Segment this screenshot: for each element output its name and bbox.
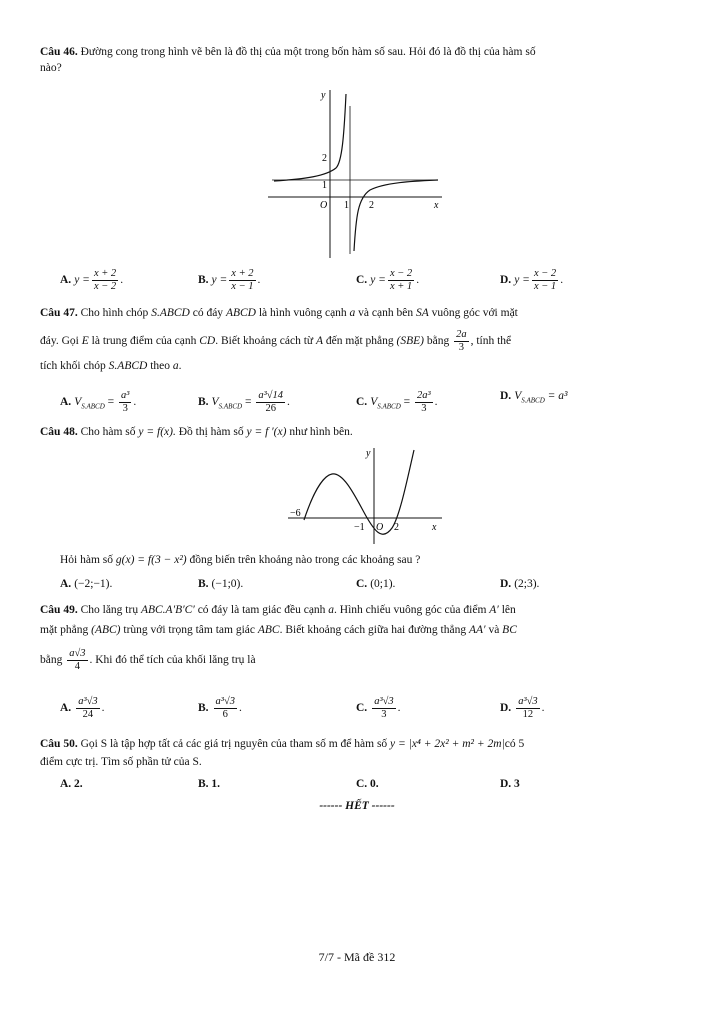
question-text-cont: nào? [40, 62, 62, 74]
question-48-ask: Hỏi hàm số g(x) = f(3 − x²) đồng biến trên khoảng nào trong các khoảng sau ? [60, 554, 421, 566]
graph-48-origin: O [376, 522, 384, 533]
graph-46-tick-x2: 2 [369, 200, 374, 211]
option-49-c[interactable]: C. $\frac{\text{a³√3}}{3}$ . [356, 696, 401, 720]
end-marker: ------ HẾT ------ [319, 800, 395, 812]
graph-48-tick-m6: −6 [290, 508, 301, 519]
graph-46-tick-1: 1 [322, 180, 327, 191]
question-47: Câu 47. Cho hình chóp S.ABCD có đáy ABCD là hình vuông cạnh a và cạnh bên SA vuông góc với mặt đáy. Gọi E là trung điểm của cạnh CD. Biết khoảng cách từ A đến mặt phẳng (SBE) bằng $\frac{2a}{3}$ , tính thể tích khối chóp S.ABCD theo a. [40, 307, 518, 372]
graph-46-y-label: y [321, 90, 326, 101]
question-text: Đường cong trong hình vẽ bên là đồ thị của một trong bốn hàm số sau. Hỏi đó là đồ thị của hàm số [80, 46, 536, 58]
graph-46 [266, 86, 446, 258]
graph-48-tick-m1: −1 [354, 522, 365, 533]
option-47-c[interactable]: C. $V_{S.ABCD}$ = $\frac{\text{2a³}}{3}$ . [356, 390, 438, 414]
question-49: Câu 49. Cho lăng trụ ABC.A′B′C′ có đáy là tam giác đều cạnh a. Hình chiếu vuông góc của điểm A′ lên mặt phẳng (ABC) trùng với trọng tâm tam giác ABC. Biết khoảng cách giữa hai đường thẳng AA′ và BC bằng $\frac{a√3}{4}$ . Khi đó thể tích của khối lăng trụ là [40, 604, 517, 672]
page-footer: 7/7 - Mã đề 312 [318, 950, 396, 964]
option-50-b[interactable]: B. 1. [198, 778, 221, 790]
option-47-b[interactable]: B. $V_{S.ABCD}$ = $\frac{\text{a³√14}}{26}$ . [198, 390, 290, 414]
question-48: Câu 48. Cho hàm số y = f(x). Đồ thị hàm số y = f ′(x) như hình bên. [40, 426, 353, 438]
options-48 [60, 578, 660, 598]
option-48-b[interactable]: B. (−1;0). [198, 578, 244, 590]
option-48-d[interactable]: D. (2;3). [500, 578, 540, 590]
options-50 [60, 778, 660, 798]
question-number: Câu 49. [40, 604, 78, 616]
option-46-c[interactable]: C. y = $\frac{x - 2}{x + 1}$ . [356, 268, 420, 292]
option-48-c[interactable]: C. (0;1). [356, 578, 396, 590]
option-49-a[interactable]: A. $\frac{\text{a³√3}}{24}$ . [60, 696, 105, 720]
option-48-a[interactable]: A. (−2;−1). [60, 578, 113, 590]
graph-46-origin: O [320, 200, 328, 211]
graph-46-tick-2: 2 [322, 153, 327, 164]
graph-48 [286, 446, 446, 546]
question-number: Câu 46. [40, 46, 78, 58]
option-46-d[interactable]: D. y = $\frac{x - 2}{x - 1}$ . [500, 268, 564, 292]
option-50-a[interactable]: A. 2. [60, 778, 83, 790]
graph-46-tick-x1: 1 [344, 200, 349, 211]
graph-48-x-label: x [432, 522, 437, 533]
option-46-b[interactable]: B. y = $\frac{x + 2}{x - 1}$ . [198, 268, 261, 292]
option-47-d[interactable]: D. $V_{S.ABCD} = a^3$ [500, 390, 568, 405]
option-46-a[interactable]: A. y = $\frac{x + 2}{x - 2}$ . [60, 268, 124, 292]
options-49 [60, 696, 660, 720]
option-50-c[interactable]: C. 0. [356, 778, 379, 790]
option-49-b[interactable]: B. $\frac{\text{a³√3}}{6}$ . [198, 696, 242, 720]
option-49-d[interactable]: D. $\frac{\text{a³√3}}{12}$ . [500, 696, 545, 720]
question-46 [40, 44, 672, 76]
question-number: Câu 50. [40, 738, 78, 750]
options-47 [60, 390, 660, 414]
question-number: Câu 47. [40, 307, 78, 319]
graph-48-y-label: y [366, 448, 371, 459]
question-50: Câu 50. Gọi S là tập hợp tất cả các giá trị nguyên của tham số m để hàm số y = |x⁴ + 2x² + m² + 2m|có 5 điểm cực trị. Tìm số phần tử của S. [40, 738, 525, 768]
options-46 [60, 268, 660, 292]
graph-46-x-label: x [434, 200, 439, 211]
question-number: Câu 48. [40, 426, 78, 438]
option-47-a[interactable]: A. $V_{S.ABCD}$ = $\frac{\text{a³}}{3}$ . [60, 390, 137, 414]
graph-48-tick-p2: 2 [394, 522, 399, 533]
option-50-d[interactable]: D. 3 [500, 778, 520, 790]
